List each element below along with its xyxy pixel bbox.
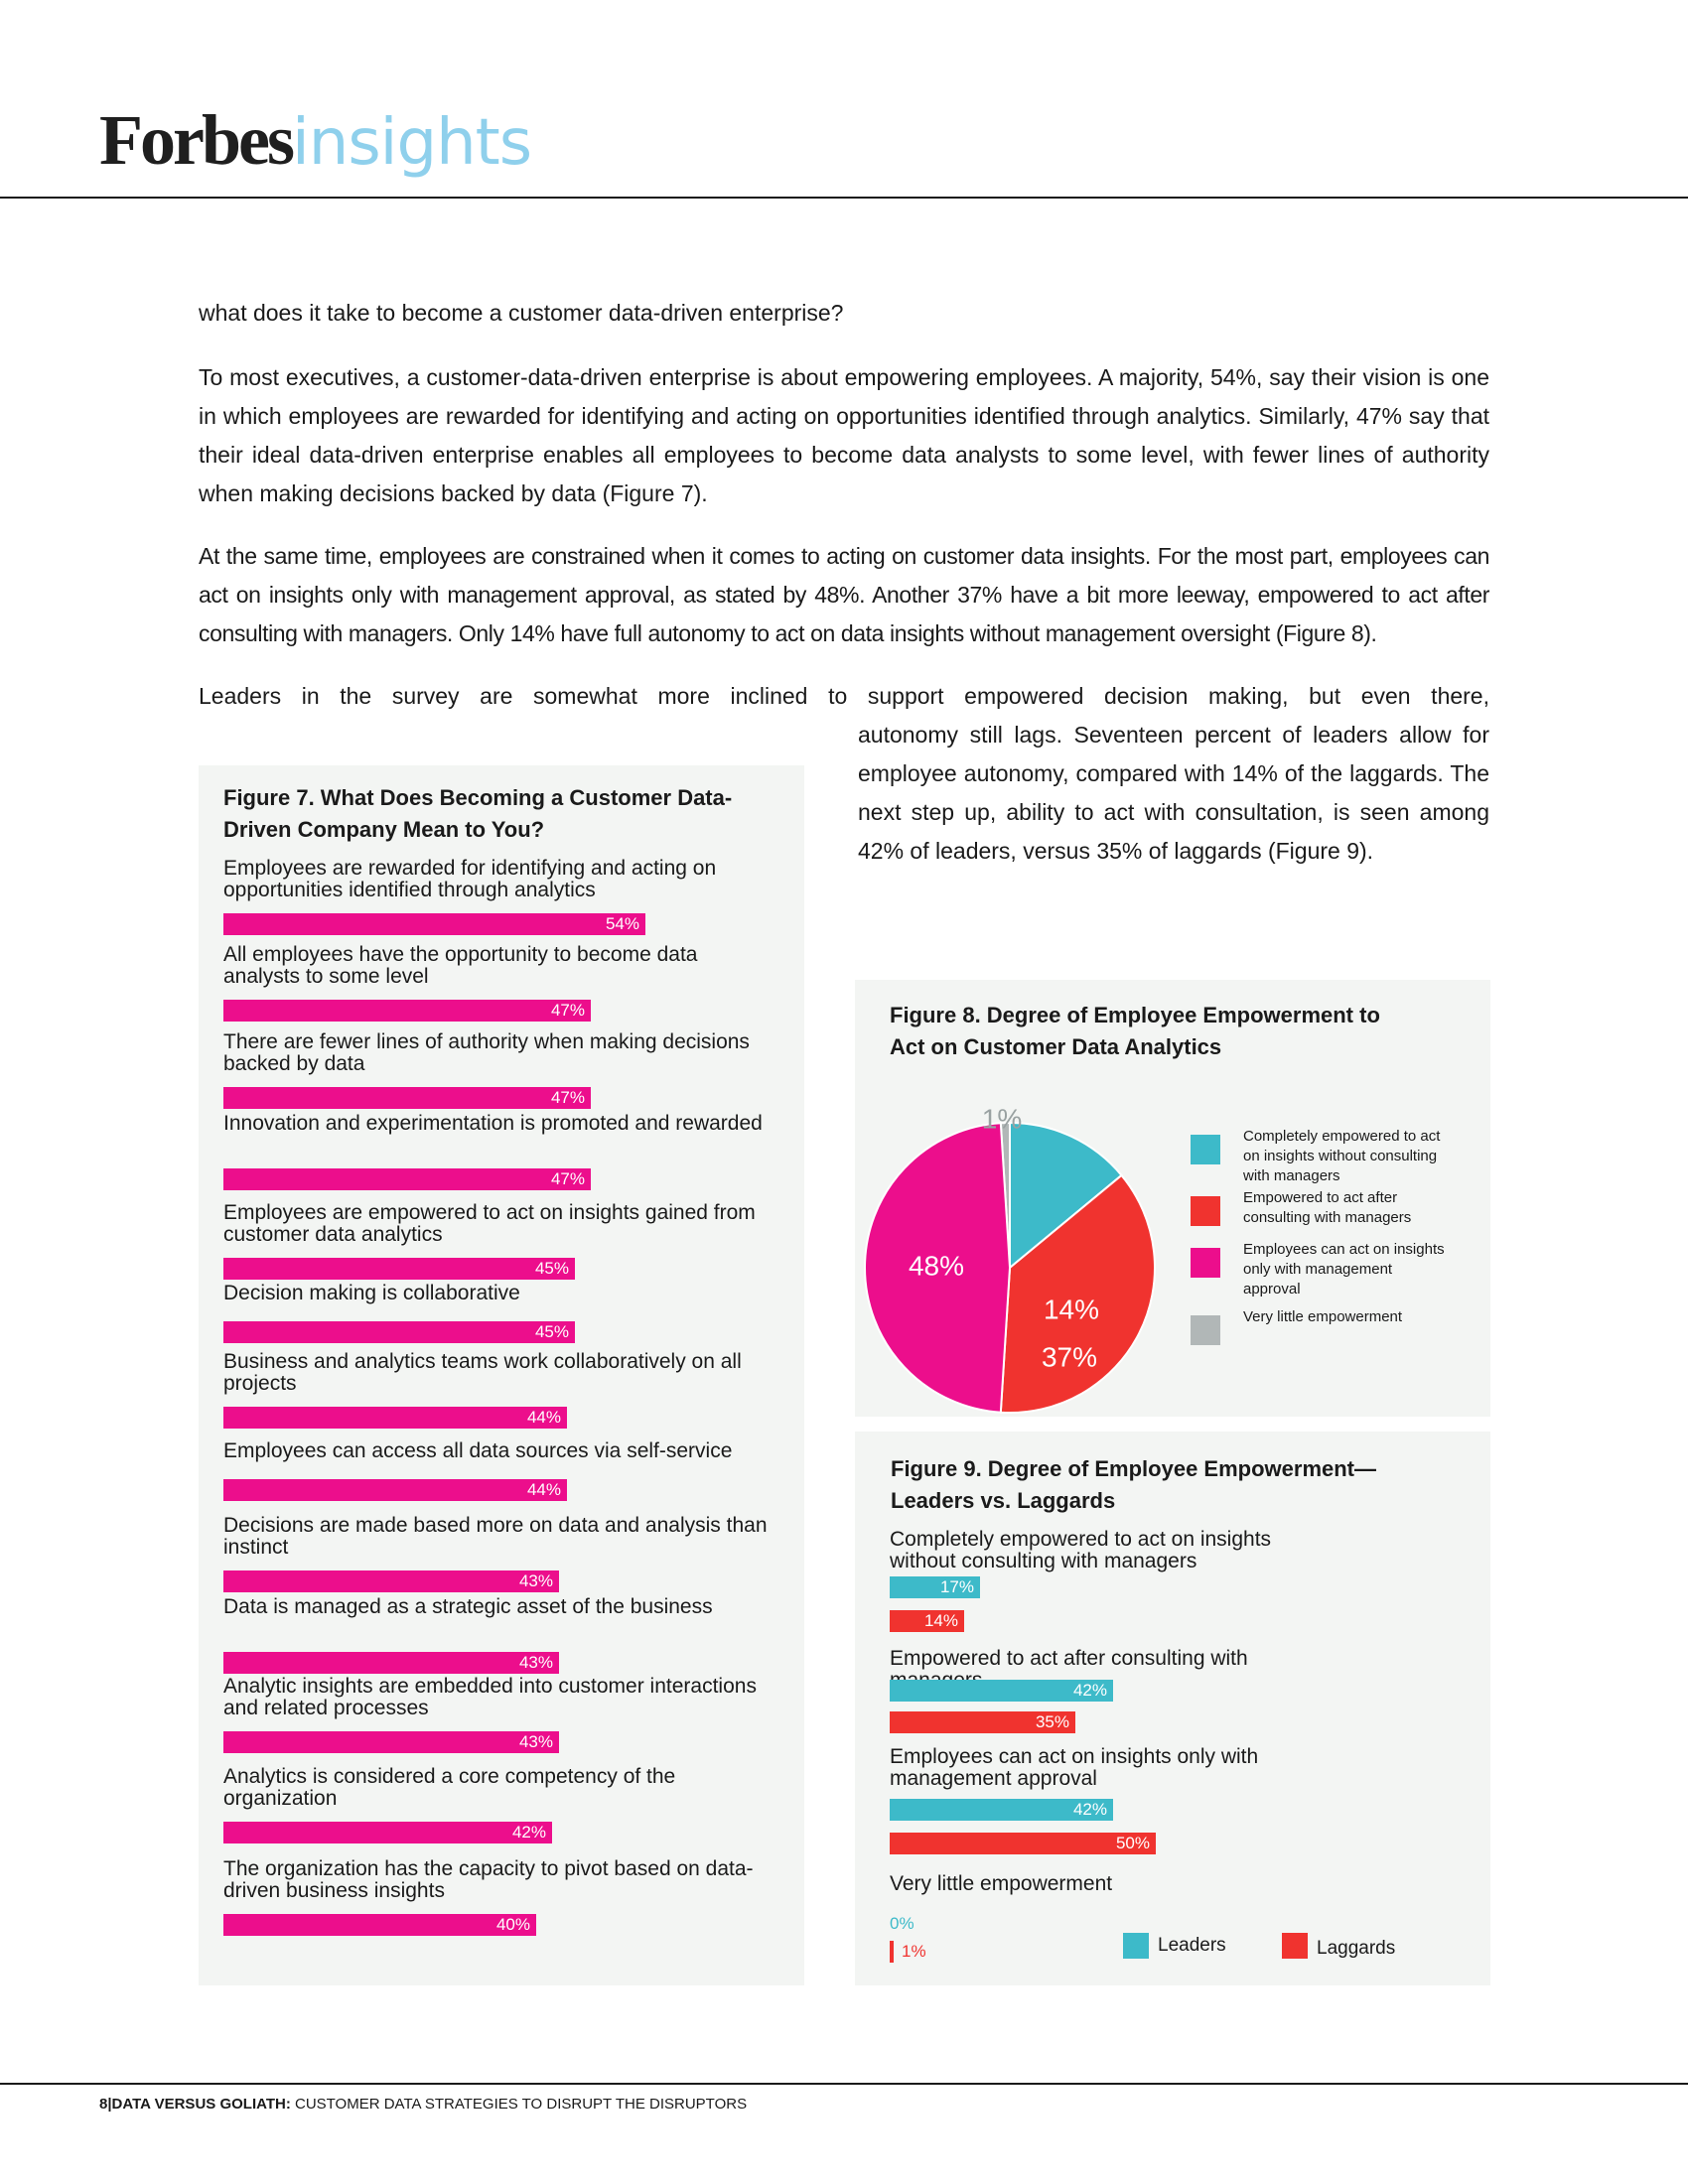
forbes-insights-logo [99,99,531,189]
figure-9-bar [890,1941,894,1963]
legend-laggards-swatch [1282,1933,1308,1959]
figure-7-bar: 42% [223,1822,552,1843]
figure-8-legend-swatch [1191,1196,1220,1226]
legend-laggards-label: Laggards [1317,1938,1396,1959]
figure-7-item [223,1112,779,1188]
figure-7-bar: 43% [223,1570,559,1592]
figure-7-bar: 45% [223,1258,575,1280]
figure-8-legend-swatch [1191,1248,1220,1278]
page-footer [99,2096,747,2113]
figure-7-bar: 47% [223,1087,591,1109]
figure-7-title: Figure 7. What Does Becoming a Customer Data-Driven Company Mean to You? [223,785,733,842]
figure-9-bar: 42% [890,1680,1113,1702]
figure-9-title: Figure 9. Degree of Employee Empowerment—Leaders vs. Laggards [891,1456,1377,1513]
figure-9-category-label: Empowered to act after consulting with [890,1647,1248,1670]
figure-8-slice-label: 48% [908,1250,965,1282]
figure-8-title: Figure 8. Degree of Employee Empowerment to Act on Customer Data Analytics [890,1003,1380,1059]
figure-7-category-label: Employees are empowered to act on insights gained from customer data analytics [223,1201,756,1246]
logo-forbes-text: Forbes [99,100,292,180]
paragraph-3-continuation: autonomy still lags. Seventeen percent of leaders allow for employee autonomy, compared with 14% of the laggards. The next step up, ability to act with consultation, is seen among 42% of leaders, versus 35% of laggards (Figure 9). [858,722,1489,864]
figure-7-category-label: Data is managed as a strategic asset of the business [223,1595,713,1618]
figure-9-panel [855,1432,1490,1985]
logo-insights-text: insights [291,106,532,180]
figure-9-bar-value: 1% [902,1942,926,1961]
figure-7-item [223,1030,779,1107]
figure-7-bar: 47% [223,1168,591,1190]
figure-7-item [223,1595,779,1672]
figure-7-item [223,1282,779,1341]
figure-7-item [223,1765,779,1842]
footer-divider [0,2083,1688,2085]
figure-7-bar: 44% [223,1407,567,1429]
figure-7-category-label: All employees have the opportunity to become data analysts to some level [223,943,698,988]
figure-7-bar: 43% [223,1652,559,1674]
figure-8-slice-label: 14% [1043,1294,1100,1325]
legend-leaders-swatch [1123,1933,1149,1959]
figure-9-bar: 17% [890,1576,980,1598]
figure-8-slice-label: 37% [1041,1341,1098,1373]
figure-8-legend-swatch [1191,1315,1220,1345]
figure-7-bar: 44% [223,1479,567,1501]
figure-8-legend-swatch [1191,1135,1220,1164]
figure-9-category-label: Employees can act on insights only with management approval [890,1745,1259,1790]
legend-leaders-label: Leaders [1158,1935,1226,1956]
intro-question: what does it take to become a customer data-driven enterprise? [199,300,844,326]
figure-7-bar: 43% [223,1731,559,1753]
figure-7-category-label: Analytics is considered a core competency of the organization [223,1765,676,1810]
figure-7-category-label: Decisions are made based more on data and analysis than instinct [223,1514,768,1559]
figure-7-category-label: Business and analytics teams work collaboratively on all projects [223,1350,742,1395]
footer-separator: | [107,2096,112,2113]
figure-7-item [223,1439,779,1499]
footer-title-rest: CUSTOMER DATA STRATEGIES TO DISRUPT THE DISRUPTORS [290,2096,748,2113]
figure-7-item [223,857,779,933]
figure-7-bar: 54% [223,913,645,935]
figure-7-bar: 40% [223,1914,536,1936]
figure-7-category-label: Analytic insights are embedded into customer interactions and related processes [223,1675,757,1719]
figure-8-slice-label: 1% [981,1103,1023,1135]
figure-9-bar: 50% [890,1833,1156,1854]
figure-7-category-label: Employees are rewarded for identifying and acting on opportunities identified through analytics [223,857,717,901]
figure-8-legend-label: Employees can act on insights only with management approval [1243,1241,1445,1297]
figure-7-category-label: The organization has the capacity to pivot based on data-driven business insights [223,1857,754,1902]
header-divider [0,197,1688,199]
paragraph-2: At the same time, employees are constrained when it comes to acting on customer data insights. For the most part, employees can act on insights only with management approval, as stated by 48%. Another 37% have a bit more leeway, empowered to act after consulting with managers. Only 14% have full autonomy to act on data insights without management oversight (Figure 8). [199,543,1489,646]
figure-8-legend-label: Very little empowerment [1243,1308,1403,1325]
figure-8-panel [855,980,1490,1417]
figure-7-item [223,943,779,1020]
figure-7-item [223,1350,779,1427]
figure-8-legend-label: Empowered to act after consulting with managers [1243,1189,1412,1226]
figure-7-panel [199,765,804,1985]
figure-9-category-label: Very little empowerment [890,1872,1113,1895]
figure-7-category-label: There are fewer lines of authority when making decisions backed by data [223,1030,750,1075]
paragraph-1: To most executives, a customer-data-driven enterprise is about empowering employees. A majority, 54%, say their vision is one in which employees are rewarded for identifying and acting on opportunities identified through analytics. Similarly, 47% say that their ideal data-driven enterprise enables all employees to become data analysts to some level, with fewer lines of authority when making decisions backed by data (Figure 7). [199,364,1489,506]
paragraph-3-line-1: Leaders in the survey are somewhat more inclined to support empowered decision making, but even there, [199,683,1489,709]
figure-9-category-label: Completely empowered to act on insights without consulting with managers [890,1528,1272,1572]
figure-7-category-label: Employees can access all data sources via self-service [223,1439,733,1462]
figure-7-category-label: Decision making is collaborative [223,1282,520,1304]
footer-title-bold: DATA VERSUS GOLIATH: [111,2096,291,2113]
figure-9-bar: 42% [890,1799,1113,1821]
figure-7-item [223,1201,779,1278]
figure-8-legend-label: Completely empowered to act on insights without consulting with managers [1243,1128,1441,1184]
figure-7-item [223,1857,779,1934]
figure-7-bar: 45% [223,1321,575,1343]
figure-7-bar: 47% [223,1000,591,1022]
figure-7-category-label: Innovation and experimentation is promoted and rewarded [223,1112,763,1135]
page-number: 8 [99,2096,108,2113]
figure-9-bar: 35% [890,1711,1075,1733]
figure-7-item [223,1675,779,1751]
figure-9-bar-value: 0% [890,1914,914,1933]
figure-9-bar: 14% [890,1610,964,1632]
figure-7-item [223,1514,779,1590]
